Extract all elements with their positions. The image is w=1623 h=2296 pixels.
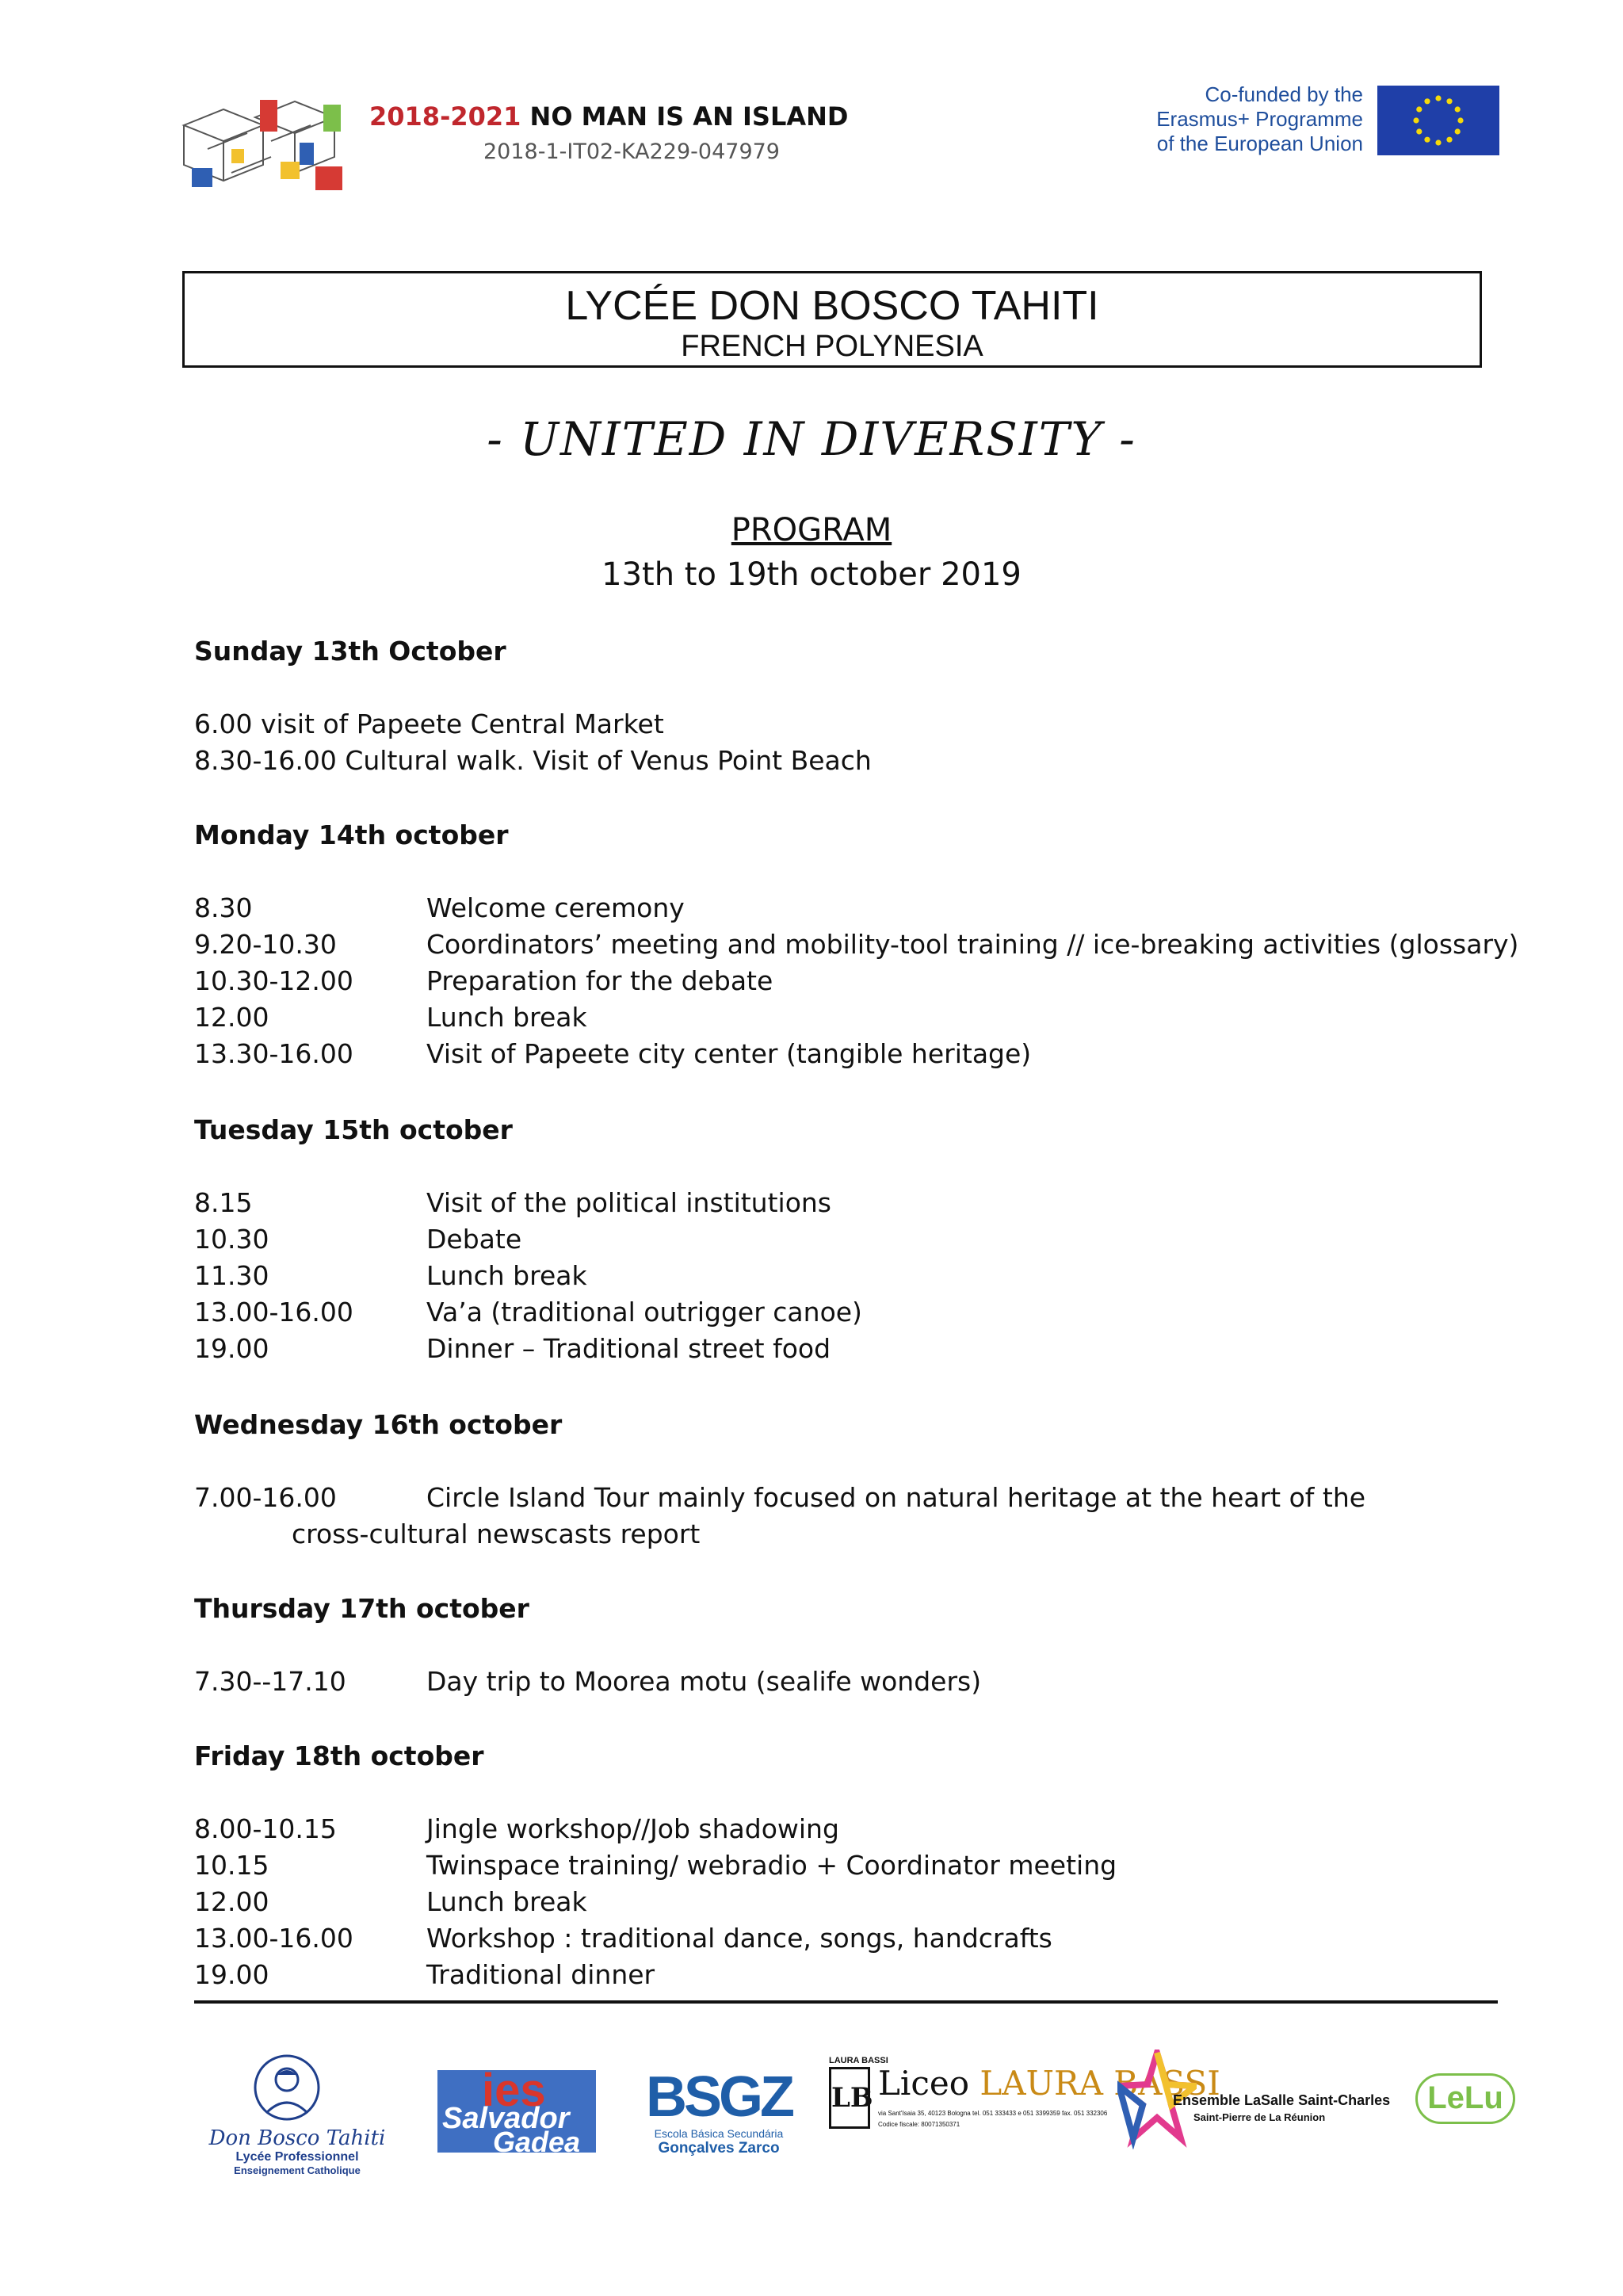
eu-text-line: of the European Union (1156, 132, 1363, 155)
eu-star-icon (1457, 117, 1463, 123)
schedule-activity: Lunch break (426, 1886, 587, 1917)
day-title: Thursday 17th october (194, 1593, 529, 1624)
schedule-line: 6.00 visit of Papeete Central Market (194, 709, 664, 739)
project-code: 2018-1-IT02-KA229-047979 (483, 139, 780, 164)
program-dates: 13th to 19th october 2019 (601, 556, 1022, 593)
schedule-activity: Va’a (traditional outrigger canoe) (426, 1297, 862, 1328)
laura-bassi-mark: LB (829, 2067, 870, 2129)
schedule-activity: Lunch break (426, 1260, 587, 1291)
day-title: Friday 18th october (194, 1740, 484, 1771)
school-country: FRENCH POLYNESIA (681, 330, 983, 363)
don-bosco-sub1: Lycée Professionnel (235, 2150, 359, 2164)
lasalle-saint-charles-logo (1117, 2050, 1391, 2153)
school-name: LYCÉE DON BOSCO TAHITI (565, 283, 1099, 329)
eu-star-icon (1435, 139, 1441, 145)
eu-flag-icon (1377, 86, 1499, 155)
don-bosco-sub2: Enseignement Catholique (234, 2164, 361, 2176)
ies-mark: ies (482, 2070, 546, 2116)
schedule-time: 8.30 (194, 892, 253, 923)
schedule-time: 11.30 (194, 1260, 269, 1291)
schedule-activity: Day trip to Moorea motu (sealife wonders) (426, 1666, 982, 1697)
schedule-activity: Coordinators’ meeting and mobility-tool training // ice-breaking activities (glossary) (426, 929, 1519, 960)
don-bosco-portrait-icon (198, 2051, 396, 2122)
laura-bassi-top: LAURA BASSI (829, 2056, 888, 2065)
liceo-laura-bassi-logo (829, 2056, 1220, 2151)
schedule-activity: Debate (426, 1224, 522, 1255)
eu-cofunded-text (1125, 82, 1363, 156)
motto: - UNITED IN DIVERSITY - (487, 412, 1136, 466)
bsgz-line2: Gonçalves Zarco (658, 2140, 780, 2157)
schedule-time: 7.00-16.00 (194, 1482, 337, 1513)
schedule-activity: Lunch break (426, 1002, 587, 1033)
schedule-activity: Preparation for the debate (426, 965, 773, 996)
schedule-time: 13.00-16.00 (194, 1923, 353, 1954)
day-title: Sunday 13th October (194, 636, 506, 667)
schedule-activity: Twinspace training/ webradio + Coordinator meeting (426, 1850, 1117, 1881)
project-years: 2018-2021 (369, 101, 521, 132)
schedule-line: 8.30-16.00 Cultural walk. Visit of Venus Point Beach (194, 745, 872, 776)
day-title: Wednesday 16th october (194, 1409, 563, 1440)
eu-star-icon (1416, 106, 1422, 112)
day-title: Tuesday 15th october (194, 1114, 513, 1145)
eu-star-icon (1424, 137, 1430, 143)
schedule-activity: Visit of Papeete city center (tangible heritage) (426, 1038, 1032, 1069)
eu-star-icon (1455, 128, 1461, 134)
eu-text-line: Erasmus+ Programme (1156, 107, 1363, 131)
eu-star-icon (1455, 106, 1461, 112)
schedule-time: 13.30-16.00 (194, 1038, 353, 1069)
schedule-time: 12.00 (194, 1002, 269, 1033)
bsgz-line1: Escola Básica Secundária (654, 2127, 784, 2140)
schedule-time: 10.15 (194, 1850, 269, 1881)
laura-bassi-address: via Sant'Isaia 35, 40123 Bologna tel. 051 333433 e 051 3399359 fax. 051 332306 (878, 2110, 1108, 2117)
schedule-time: 19.00 (194, 1333, 269, 1364)
eu-star-icon (1413, 117, 1419, 123)
program-title: PROGRAM (731, 512, 892, 548)
schedule-time: 13.00-16.00 (194, 1297, 353, 1328)
lelu-text: LeLu (1427, 2080, 1503, 2115)
lasalle-line2: Saint-Pierre de La Réunion (1193, 2111, 1326, 2123)
schedule-time: 10.30-12.00 (194, 965, 353, 996)
eu-star-icon (1446, 98, 1452, 104)
schedule-activity: Traditional dinner (426, 1959, 655, 1990)
eu-star-icon (1424, 98, 1430, 104)
ies-line1: Salvador (442, 2102, 570, 2135)
bsgz-logo (643, 2067, 794, 2167)
laura-bassi-code: Codice fiscale: 80071350371 (878, 2121, 960, 2128)
schedule-activity: Jingle workshop//Job shadowing (426, 1813, 839, 1844)
schedule-activity: Visit of the political institutions (426, 1187, 832, 1218)
don-bosco-tahiti-logo (198, 2051, 396, 2176)
laura-bassi-label: Liceo (878, 2064, 969, 2103)
eu-star-icon (1446, 137, 1452, 143)
schedule-time: 12.00 (194, 1886, 269, 1917)
school-header-box (182, 271, 1482, 368)
footer-divider (194, 2000, 1498, 2004)
day-title: Monday 14th october (194, 819, 509, 850)
don-bosco-name: Don Bosco Tahiti (208, 2126, 386, 2150)
schedule-time: 7.30--17.10 (194, 1666, 346, 1697)
schedule-activity-continuation: cross-cultural newscasts report (292, 1519, 701, 1549)
bsgz-mark: BSGZ (645, 2065, 792, 2129)
schedule-time: 8.00-10.15 (194, 1813, 337, 1844)
ies-salvador-gadea-logo (437, 2070, 596, 2153)
schedule-time: 10.30 (194, 1224, 269, 1255)
schedule-time: 8.15 (194, 1187, 253, 1218)
no-man-is-an-island-logo (176, 94, 349, 195)
lelu-logo (1415, 2073, 1515, 2124)
project-title (369, 101, 848, 132)
schedule-activity: Welcome ceremony (426, 892, 685, 923)
schedule-activity: Workshop : traditional dance, songs, handcrafts (426, 1923, 1052, 1954)
laura-bassi-name: LAURA BASSI (980, 2064, 1220, 2103)
schedule-time: 19.00 (194, 1959, 269, 1990)
lasalle-line1: Ensemble LaSalle Saint-Charles (1173, 2092, 1391, 2108)
schedule-time: 9.20-10.30 (194, 929, 337, 960)
schedule-activity: Dinner – Traditional street food (426, 1333, 831, 1364)
eu-text-line: Co-funded by the (1205, 82, 1363, 106)
schedule-activity: Circle Island Tour mainly focused on natural heritage at the heart of the (426, 1482, 1366, 1513)
eu-star-icon (1416, 128, 1422, 134)
project-name: NO MAN IS AN ISLAND (529, 101, 849, 132)
eu-star-icon (1435, 95, 1441, 101)
ies-line2: Gadea (493, 2126, 581, 2153)
